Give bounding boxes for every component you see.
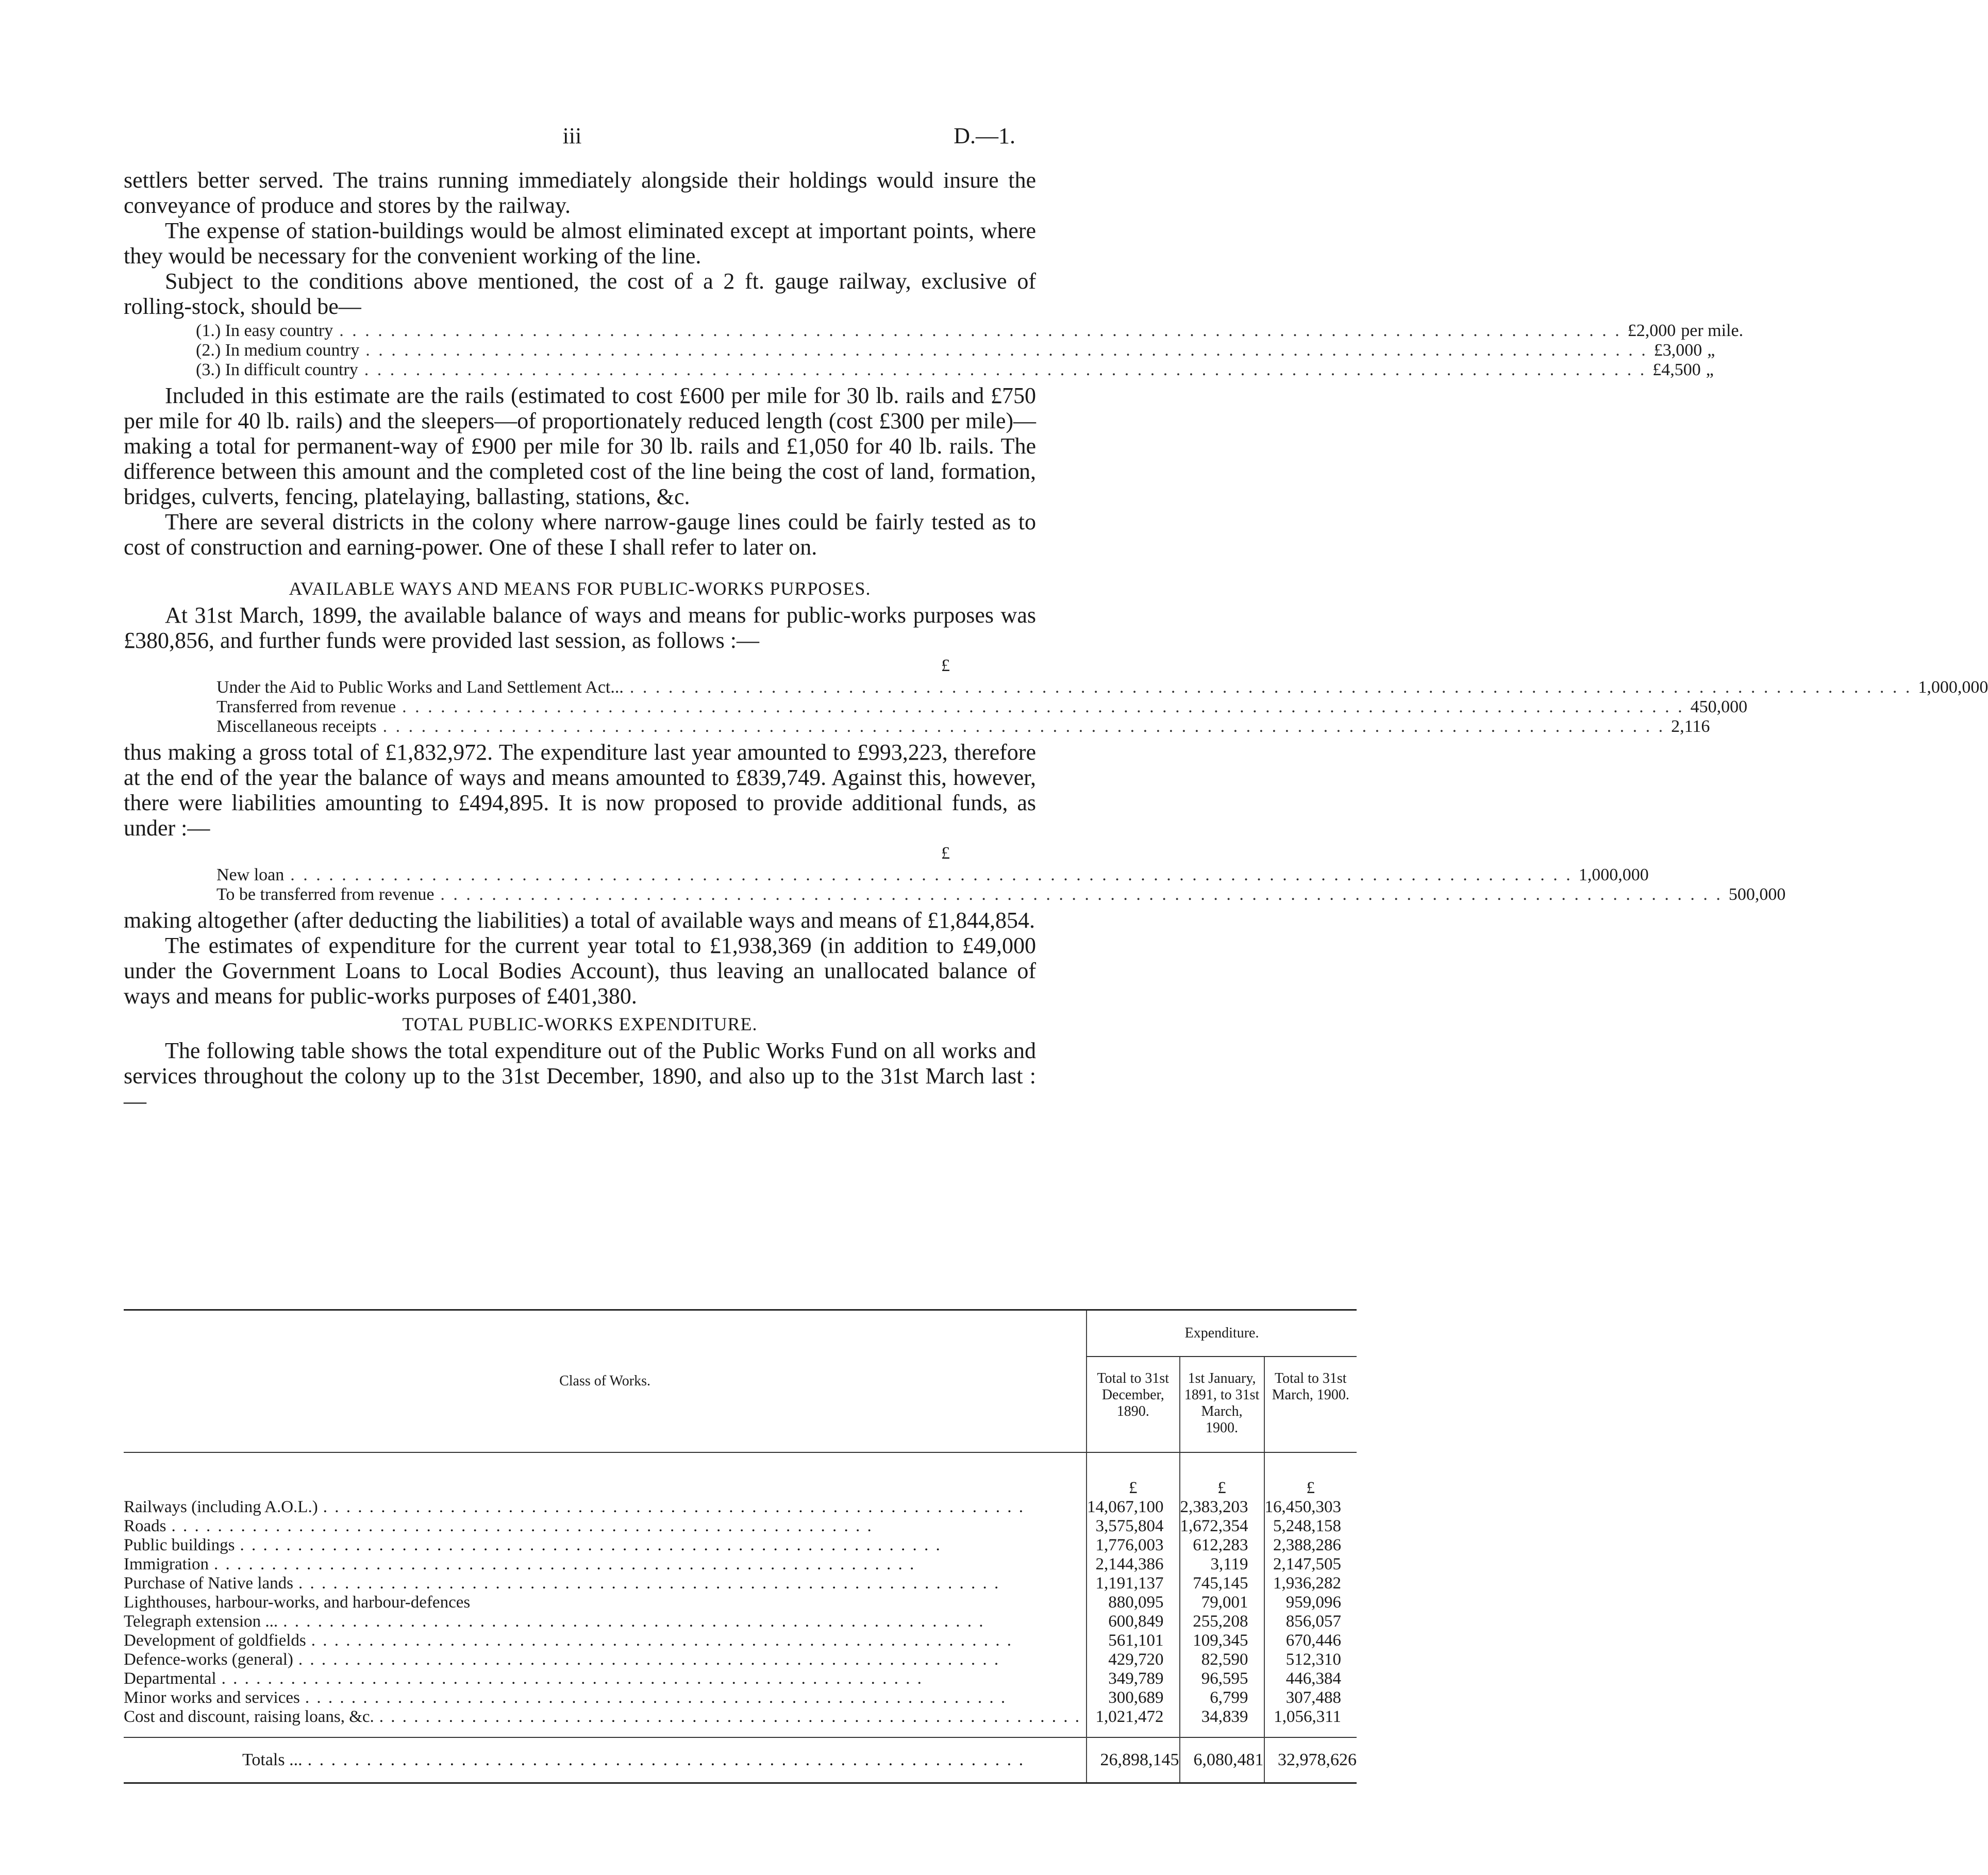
funds-list-2 <box>216 865 1786 905</box>
page-number: iii <box>562 123 582 148</box>
table-row: Public buildings . . . 1,776,003 612,283 2,388,286 <box>124 1536 1357 1555</box>
ways-means-paragraph-3: making altogether (after deducting the liabilities) a total of available ways and means of £1,844,854. <box>124 908 1035 933</box>
fund-item: Miscellaneous receipts . . . 2,116 <box>216 717 974 736</box>
intro-paragraph-3: Subject to the conditions above mentioned, the cost of a 2 ft. gauge railway, exclusive of rolling-stock, should be— <box>124 269 1036 319</box>
currency-symbol: £ <box>1264 1452 1357 1498</box>
cost-item: (1.) In easy country . . . £2,000 per mile. <box>196 321 943 341</box>
totals-row: Totals ... . . . 26,898,145 6,080,481 32,978,626 <box>124 1737 1357 1783</box>
funds-list-1 <box>216 678 1988 736</box>
col-header-total-1900: Total to 31st March, 1900. <box>1264 1357 1357 1452</box>
expenditure-header: Expenditure. <box>1087 1310 1357 1357</box>
total-expenditure-heading: TOTAL PUBLIC-WORKS EXPENDITURE. <box>402 1014 758 1034</box>
table-row: Railways (including A.O.L.) . . . 14,067,100 2,383,203 16,450,303 <box>124 1498 1357 1517</box>
table-row: Purchase of Native lands . . . 1,191,137 745,145 1,936,282 <box>124 1574 1357 1593</box>
table-row: Development of goldfields . . . 561,101 109,345 670,446 <box>124 1631 1357 1650</box>
estimate-paragraph: Included in this estimate are the rails (estimated to cost £600 per mile for 30 lb. rails and £750 per mile for 40 lb. rails) and the sleepers—of proportionately reduced length (cost £300 per mile)—making a total for permanent-way of £900 per mile for 30 lb. rails and £1,050 for 40 lb. rails. The difference between this amount and the completed cost of the line being the cost of land, formation, bridges, culverts, fencing, platelaying, ballasting, stations, &c. <box>124 383 1036 509</box>
table-row: Roads . . . 3,575,804 1,672,354 5,248,158 <box>124 1517 1357 1536</box>
document-body <box>124 168 1988 1114</box>
class-of-works-header: Class of Works. <box>124 1310 1087 1453</box>
cost-item: (2.) In medium country . . . £3,000 „ <box>196 341 943 360</box>
intro-paragraph-1: settlers better served. The trains running immediately alongside their holdings would insure the conveyance of produce and stores by the railway. <box>124 168 1036 218</box>
table-row: Lighthouses, harbour-works, and harbour-defences 880,095 79,001 959,096 <box>124 1593 1357 1612</box>
cost-item: (3.) In difficult country . . . £4,500 „ <box>196 360 943 380</box>
fund-item: To be transferred from revenue . . . 500,000 <box>216 885 974 905</box>
table-row: Cost and discount, raising loans, &c. . . . 1,021,472 34,839 1,056,311 <box>124 1707 1357 1737</box>
page-reference: D.—1. <box>954 123 1015 148</box>
ways-means-paragraph-1: At 31st March, 1899, the available balance of ways and means for public-works purposes was £380,856, and further funds were provided last session, as follows :— <box>124 602 1036 653</box>
currency-symbol: £ <box>1087 1452 1180 1498</box>
table-row: Immigration . . . 2,144,386 3,119 2,147,505 <box>124 1555 1357 1574</box>
col-header-1891-1900: 1st January, 1891, to 31st March, 1900. <box>1180 1357 1264 1452</box>
ways-means-paragraph-4: The estimates of expenditure for the current year total to £1,938,369 (in addition to £49,000 under the Government Loans to Local Bodies Account), thus leaving an unallocated balance of ways and means for public-works purposes of £401,380. <box>124 933 1036 1009</box>
table-row: Departmental . . . 349,789 96,595 446,384 <box>124 1669 1357 1688</box>
total-expenditure-paragraph: The following table shows the total expenditure out of the Public Works Fund on all works and services throughout the colony up to the 31st December, 1890, and also up to the 31st March last :— <box>124 1038 1036 1114</box>
fund-item: Transferred from revenue . . . 450,000 <box>216 697 974 717</box>
page-header <box>124 123 1021 154</box>
fund-item: New loan . . . 1,000,000 <box>216 865 974 885</box>
ways-means-paragraph-2: thus making a gross total of £1,832,972. The expenditure last year amounted to £993,223, therefore at the end of the year the balance of ways and means amounted to £839,749. Against this, however, there were liabilities amounting to £494,895. It is now proposed to provide additional funds, as under :— <box>124 740 1036 841</box>
cost-list <box>196 321 1744 380</box>
fund-item: Under the Aid to Public Works and Land Settlement Act... . . . 1,000,000 <box>216 678 974 697</box>
table-row: Minor works and services . . . 300,689 6,799 307,488 <box>124 1688 1357 1707</box>
currency-symbol: £ <box>941 844 950 863</box>
currency-symbol: £ <box>941 656 950 675</box>
currency-symbol: £ <box>1180 1452 1264 1498</box>
ways-means-heading: AVAILABLE WAYS AND MEANS FOR PUBLIC-WORKS PURPOSES. <box>289 578 871 599</box>
table-row: Defence-works (general) . . . 429,720 82,590 512,310 <box>124 1650 1357 1669</box>
expenditure-table <box>124 1309 1357 1784</box>
table-row: Telegraph extension ... . . . 600,849 255,208 856,057 <box>124 1612 1357 1631</box>
intro-paragraph-2: The expense of station-buildings would be almost eliminated except at important points, where they would be necessary for the convenient working of the line. <box>124 218 1036 269</box>
districts-paragraph: There are several districts in the colony where narrow-gauge lines could be fairly tested as to cost of construction and earning-power. One of these I shall refer to later on. <box>124 509 1036 560</box>
col-header-total-1890: Total to 31st December, 1890. <box>1087 1357 1180 1452</box>
